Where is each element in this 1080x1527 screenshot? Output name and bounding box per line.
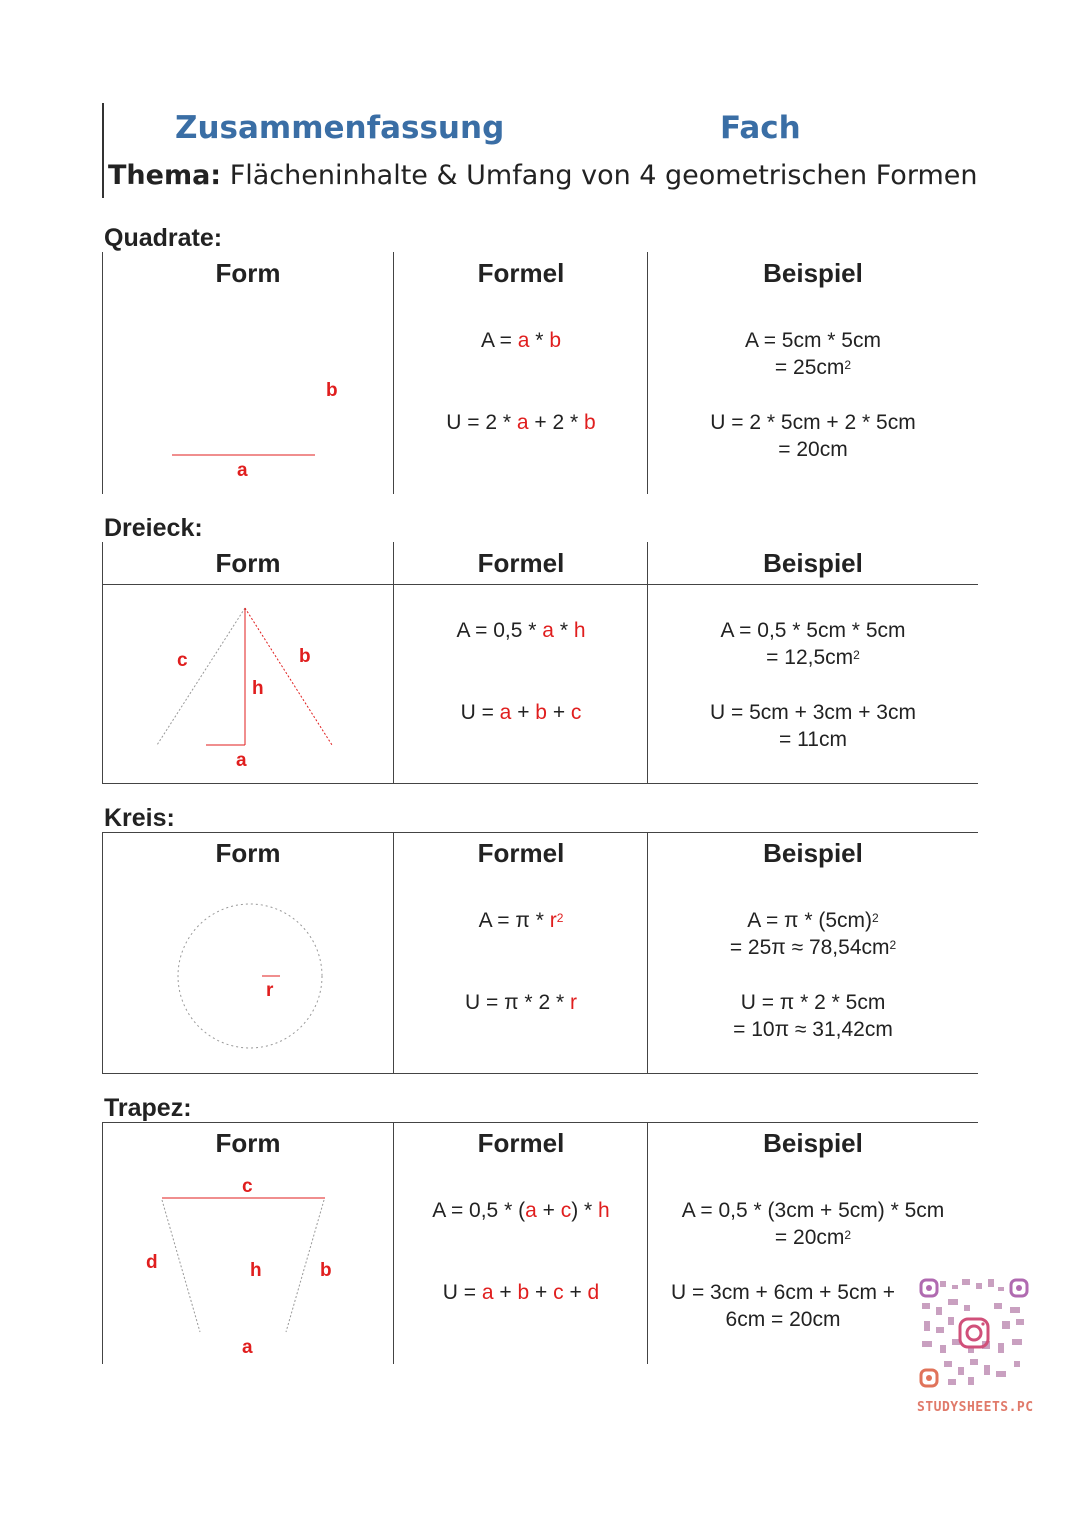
header-bar: [102, 103, 104, 198]
triangle-formula-perimeter: U = a + b + c: [460, 701, 582, 724]
circle-shape: [102, 832, 394, 1074]
trapezoid-label-a: a: [242, 1337, 253, 1358]
square-formula-perimeter: U = 2 * a + 2 * b: [446, 411, 596, 434]
trapezoid-formula-perimeter: U = a + b + c + d: [442, 1281, 600, 1304]
title-fach: Fach: [720, 110, 801, 146]
trapezoid-formula-area: A = 0,5 * (a + c) * h: [432, 1199, 610, 1222]
trapezoid-label-h: h: [250, 1260, 262, 1281]
colhead-form: Form: [215, 1128, 281, 1158]
triangle-label-h: h: [252, 678, 264, 699]
section-title-dreieck: Dreieck:: [104, 514, 203, 542]
triangle-formula-area: A = 0,5 * a * h: [456, 619, 586, 642]
title-zusammenfassung: Zusammenfassung: [175, 110, 505, 146]
square-label-b: b: [326, 380, 338, 401]
colhead-beispiel: Beispiel: [763, 838, 863, 868]
circle-outline: [178, 904, 322, 1048]
trapezoid-side-d: [162, 1200, 200, 1332]
square-shape: [102, 252, 394, 494]
circle-example-perimeter: U = π * 2 * 5cm = 10π ≈ 31,42cm: [733, 991, 893, 1041]
square-example-area: A = 5cm * 5cm = $25cm^2$: [745, 329, 881, 379]
colhead-formel: Formel: [477, 1128, 565, 1158]
trapezoid-shape: [102, 1122, 394, 1364]
triangle-shape: [102, 542, 394, 784]
topic-text: Flächeninhalte & Umfang von 4 geometrischen Formen: [221, 160, 978, 191]
section-title-quadrat: Quadrate:: [104, 224, 223, 252]
colhead-form: Form: [215, 548, 281, 578]
trapezoid-example-area: A = 0,5 * (3cm + 5cm) * 5cm = $20cm^2$: [681, 1199, 945, 1249]
section-kreis: [102, 832, 978, 1074]
section-title-kreis: Kreis:: [104, 804, 175, 832]
triangle-side-c: [157, 608, 245, 745]
topic-line: [108, 160, 977, 191]
trapezoid-label-d: d: [146, 1252, 158, 1273]
colhead-formel: Formel: [477, 548, 565, 578]
colhead-form: Form: [215, 838, 281, 868]
colhead-beispiel: Beispiel: [763, 548, 863, 578]
circle-label-r: r: [266, 980, 274, 1001]
colhead-formel: Formel: [477, 258, 565, 288]
square-label-a: a: [237, 460, 248, 481]
triangle-example-area: A = 0,5 * 5cm * 5cm = $12,5cm^2$: [720, 619, 906, 669]
section-quadrat: [102, 252, 978, 494]
trapezoid-side-b: [286, 1200, 324, 1332]
triangle-example-perimeter: U = 5cm + 3cm + 3cm = 11cm: [710, 701, 916, 751]
square-example-perimeter: U = 2 * 5cm + 2 * 5cm = 20cm: [710, 411, 916, 461]
topic-label: Thema:: [108, 160, 222, 191]
brand-label: STUDYSHEETS.PC: [917, 1400, 1034, 1415]
triangle-label-a: a: [236, 750, 247, 771]
colhead-formel: Formel: [477, 838, 565, 868]
qr-code-icon: [918, 1277, 1030, 1389]
circle-formula-area: $A = \pi * r^2$: [478, 909, 564, 932]
circle-example-area: $A = \pi * (5cm)^2$ = $25\pi \approx 78,54cm^2$: [729, 909, 897, 959]
triangle-label-c: c: [177, 650, 188, 671]
circle-formula-perimeter: U = π * 2 * r: [465, 991, 577, 1014]
colhead-form: Form: [215, 258, 281, 288]
square-formula-area: A = a * b: [481, 329, 561, 352]
section-trapez: [102, 1122, 978, 1364]
section-title-trapez: Trapez:: [104, 1094, 192, 1122]
colhead-beispiel: Beispiel: [763, 258, 863, 288]
triangle-label-b: b: [299, 646, 311, 667]
triangle-side-b: [245, 608, 332, 745]
colhead-beispiel: Beispiel: [763, 1128, 863, 1158]
trapezoid-example-perimeter: U = 3cm + 6cm + 5cm + 6cm = 20cm: [670, 1281, 896, 1331]
trapezoid-label-c: c: [242, 1176, 253, 1197]
section-dreieck: [102, 542, 978, 784]
trapezoid-label-b: b: [320, 1260, 332, 1281]
